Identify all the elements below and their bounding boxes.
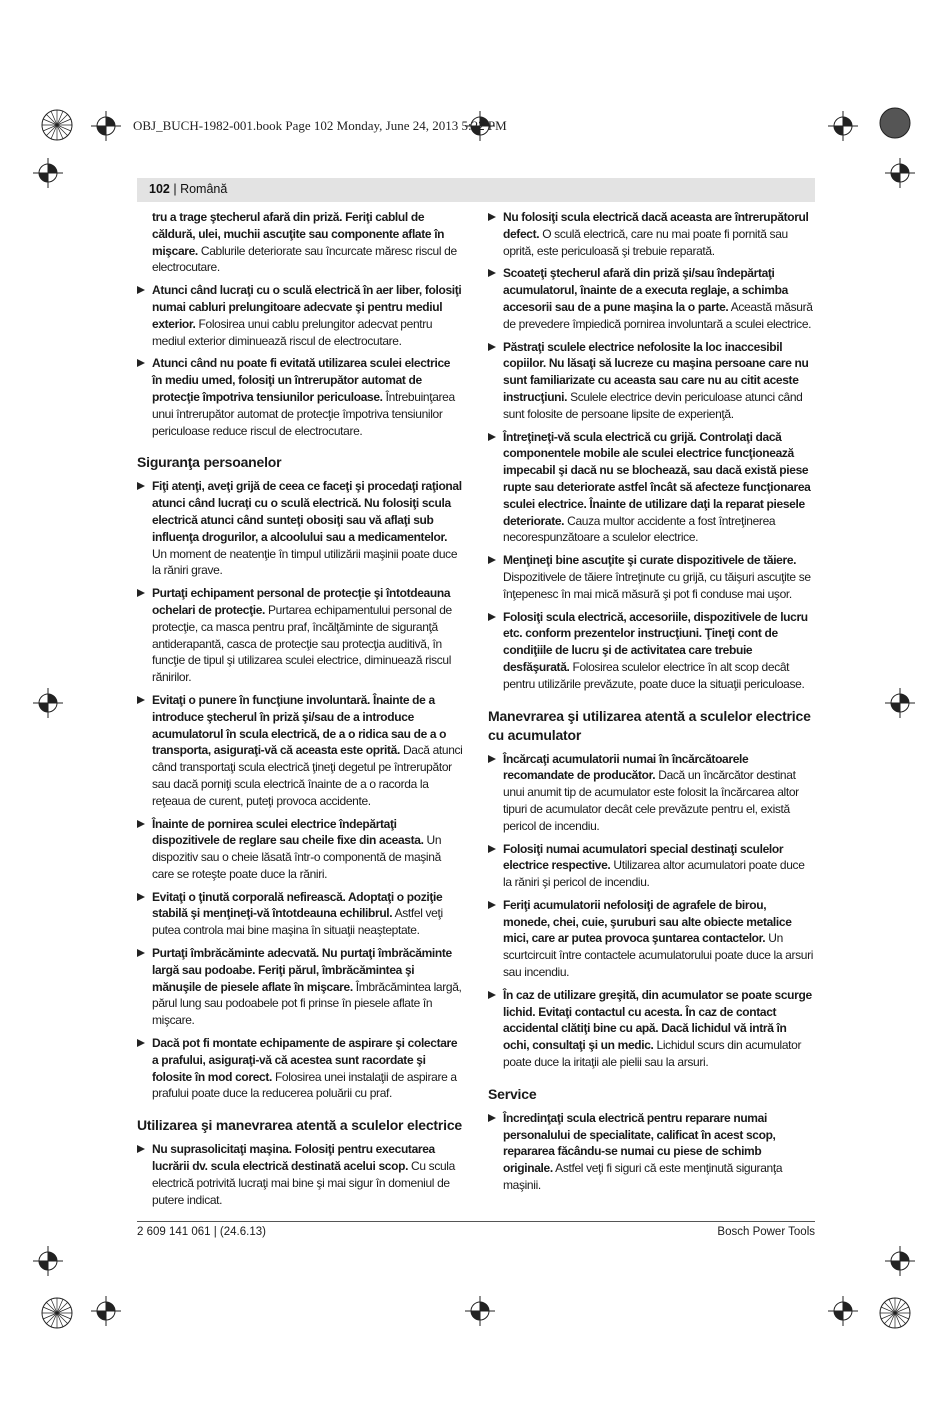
bullet-triangle-icon bbox=[488, 213, 496, 221]
crosshair-mark-icon bbox=[885, 688, 915, 718]
item-text: Un dispozitiv sau o cheie lăsată într-o componentă de maşină care se roteşte poate duce la răniri. bbox=[152, 833, 442, 881]
bullet-triangle-icon bbox=[137, 949, 145, 957]
registration-mark-icon bbox=[40, 108, 74, 142]
item-bold: Încărcaţi acumulatorii numai în încărcătoarele recomandate de producător. bbox=[503, 751, 749, 783]
item-text: Un scurtcircuit între contactele acumulatorului poate duce la arsuri sau incendiu. bbox=[503, 931, 814, 980]
item-text: Îmbrăcămintea largă, părul lung sau podoabele pot fi prinse în piesele aflate în mişcare. bbox=[152, 979, 462, 1028]
item-text: Purtarea echipamentului personal de protecţie, ca masca pentru praf, încălţăminte de siguranţă antiderapantă, casca de protecţie sau protecţia auditivă, în funcţie de tipul şi utilizarea sculei electrice, diminuează riscul rănirilor. bbox=[152, 602, 452, 685]
item-bold: Fiţi atenţi, aveţi grijă de ceea ce faceţi şi procedaţi raţional atunci când lucraţi cu o sculă electrică. Nu folosiţi scula electrică atunci când sunteţi obosiţi sau vă aflaţi sub influenţa drogurilor, a alcoolului sau a medicamentelor. bbox=[152, 479, 462, 544]
header-separator: | bbox=[169, 182, 181, 196]
footer-brand: Bosch Power Tools bbox=[717, 1226, 815, 1238]
footer-divider bbox=[137, 1221, 815, 1222]
list-item bbox=[488, 339, 814, 423]
crosshair-mark-icon bbox=[33, 158, 63, 188]
item-bold: Întreţineţi-vă scula electrică cu grijă. Controlaţi dacă componentele mobile ale sculei electrice funcţionează impecabil şi dacă nu se blochează, sau dacă există piese rupte sau deteriorate astfel încât să afecteze funcţionarea sculei electrice. Înainte de utilizare daţi la reparat piesele deteriorate. bbox=[503, 429, 811, 528]
footer-document-number: 2 609 141 061 | (24.6.13) bbox=[137, 1226, 266, 1238]
item-bold: Evitaţi o punere în funcţiune involuntară. Înainte de a introduce ştecherul în priză şi/sau de a introduce acumulatorul în scula electrică, de a o ridica sau de a o transporta, asiguraţi-vă că aceasta este oprită. bbox=[152, 692, 447, 758]
item-text: Utilizarea altor acumulatori poate duce la răniri şi pericol de incendiu. bbox=[503, 858, 805, 890]
bullet-triangle-icon bbox=[488, 755, 496, 763]
list-item bbox=[137, 889, 463, 939]
list-item bbox=[488, 552, 814, 602]
section-heading: Service bbox=[488, 1085, 537, 1102]
item-text: Dacă un încărcător destinat unui anumit tip de acumulator este folosit la încărcarea altor tipuri de acumulator decât cele prevăzute pentru el, există pericol de incendiu. bbox=[503, 768, 799, 833]
item-text: O sculă electrică, care nu mai poate fi pornită sau oprită, este periculoasă şi trebuie reparată. bbox=[503, 226, 788, 258]
bullet-triangle-icon bbox=[137, 1039, 145, 1047]
item-text: Întrebuinţarea unui întrerupător automat de protecţie împotriva tensiunilor periculoase reduce riscul de electrocutare. bbox=[152, 389, 455, 438]
list-item bbox=[137, 282, 463, 349]
crosshair-mark-icon bbox=[33, 688, 63, 718]
item-bold: Atunci când nu poate fi evitată utilizarea sculei electrice în mediu umed, folosiţi un întrerupător automat de protecţie împotriva tensiunilor periculoase. bbox=[152, 356, 451, 404]
bullet-triangle-icon bbox=[488, 1114, 496, 1122]
list-item bbox=[137, 945, 463, 1029]
page-number: 102 bbox=[149, 182, 170, 196]
item-text: Folosirea unui cablu prelungitor adecvat pentru mediul exterior diminuează riscul de electrocutare. bbox=[152, 316, 433, 348]
item-text: Sculele electrice devin periculoase atunci când sunt folosite de persoane lipsite de experienţă. bbox=[503, 389, 803, 421]
list-item bbox=[137, 816, 463, 883]
page-header bbox=[149, 182, 227, 196]
bullet-triangle-icon bbox=[488, 845, 496, 853]
crosshair-mark-icon bbox=[91, 1296, 121, 1326]
item-text: Un moment de neatenţie în timpul utilizării maşinii poate duce la răniri grave. bbox=[152, 546, 458, 578]
crosshair-mark-icon bbox=[33, 1246, 63, 1276]
list-item bbox=[137, 478, 463, 579]
bullet-triangle-icon bbox=[488, 433, 496, 441]
item-bold: Scoateţi ştecherul afară din priză şi/sau îndepărtaţi acumulatorul, înainte de a executa reglaje, a schimba accesorii sau de a pune maşina la o parte. bbox=[503, 266, 788, 314]
list-item bbox=[488, 987, 814, 1071]
left-column bbox=[137, 209, 463, 1214]
item-bold: Folosiţi scula electrică, accesoriile, dispozitivele de lucru etc. conform prezentelor instrucţiuni. Ţineţi cont de condiţiile de lucru şi de activitatea care trebuie desfăşurată. bbox=[503, 609, 808, 674]
item-bold: Nu suprasolicitaţi maşina. Folosiţi pentru executarea lucrării dv. scula electrică destinată acelui scop. bbox=[152, 1142, 435, 1174]
item-text: Cablurile deteriorate sau încurcate măresc riscul de electrocutare. bbox=[152, 243, 457, 275]
item-text: Astfel veţi fi siguri că este menţinută siguranţa maşinii. bbox=[503, 1161, 783, 1193]
item-text: Lichidul scurs din acumulator poate duce la iritaţii ale pielii sau la arsuri. bbox=[503, 1038, 802, 1070]
right-column bbox=[488, 209, 814, 1200]
bullet-triangle-icon bbox=[488, 901, 496, 909]
bullet-triangle-icon bbox=[488, 556, 496, 564]
bullet-triangle-icon bbox=[488, 269, 496, 277]
list-item bbox=[137, 209, 463, 276]
list-item bbox=[137, 692, 463, 810]
section-heading: Manevrarea şi utilizarea atentă a sculelor electrice cu acumulator bbox=[488, 707, 811, 743]
registration-mark-icon bbox=[878, 1296, 912, 1330]
item-bold: Atunci când lucraţi cu o sculă electrică în aer liber, folosiţi numai cabluri prelungitoare adecvate şi pentru mediul exterior. bbox=[152, 283, 462, 331]
bullet-triangle-icon bbox=[137, 820, 145, 828]
list-item bbox=[137, 355, 463, 439]
item-bold: tru a trage ştecherul afară din priză. Feriţi cablul de căldură, ulei, muchii ascuţite sau componente aflate în mişcare. bbox=[152, 210, 445, 258]
item-bold: În caz de utilizare greşită, din acumulator se poate scurge lichid. Evitaţi contactul cu acesta. În caz de contact accidental clătiţi bine cu apă. Dacă lichidul vă intră în ochi, consultaţi şi un medic. bbox=[503, 987, 812, 1053]
page-header-bar bbox=[137, 178, 815, 202]
item-bold: Dacă pot fi montate echipamente de aspirare şi colectare a prafului, asiguraţi-vă că acestea sunt racordate şi folosite în mod corect. bbox=[152, 1036, 458, 1084]
list-item bbox=[488, 429, 814, 547]
item-bold: Purtaţi echipament personal de protecţie şi întotdeauna ochelari de protecţie. bbox=[152, 586, 451, 617]
crosshair-mark-icon bbox=[828, 1296, 858, 1326]
item-bold: Menţineţi bine ascuţite şi curate dispozitivele de tăiere. bbox=[503, 553, 797, 568]
crosshair-mark-icon bbox=[828, 111, 858, 141]
crosshair-mark-icon bbox=[885, 158, 915, 188]
item-text: Astfel veţi putea controla mai bine maşina în situaţii neaşteptate. bbox=[152, 906, 443, 938]
item-text: Dispozitivele de tăiere întreţinute cu grijă, cu tăişuri ascuţite se înţepenesc în mai mică măsură şi pot fi conduse mai uşor. bbox=[503, 569, 811, 601]
item-bold: Păstraţi sculele electrice nefolosite la loc inaccesibil copiilor. Nu lăsaţi să lucreze cu maşina persoane care nu sunt familiarizate cu aceasta sau care nu au citit aceste instrucţiuni. bbox=[503, 339, 809, 404]
item-bold: Nu folosiţi scula electrică dacă aceasta are întrerupătorul defect. bbox=[503, 210, 809, 241]
list-item bbox=[488, 1110, 814, 1194]
item-text: Cu scula electrică potrivită lucraţi mai bine şi mai sigur în domeniul de putere indicat. bbox=[152, 1159, 455, 1207]
registration-mark-icon bbox=[40, 1296, 74, 1330]
crosshair-mark-icon bbox=[91, 111, 121, 141]
list-item bbox=[137, 1141, 463, 1208]
item-bold: Înainte de pornirea sculei electrice îndepărtaţi dispozitivele de reglare sau cheile fixe din aceasta. bbox=[152, 816, 424, 848]
list-item bbox=[488, 897, 814, 981]
bullet-triangle-icon bbox=[137, 893, 145, 901]
item-bold: Purtaţi îmbrăcăminte adecvată. Nu purtaţi îmbrăcăminte largă sau podoabe. Feriţi părul, îmbrăcămintea şi mănuşile de piesele aflate în mişcare. bbox=[152, 946, 452, 994]
list-item bbox=[488, 265, 814, 332]
gray-registration-circle-icon bbox=[878, 106, 912, 140]
bullet-triangle-icon bbox=[488, 991, 496, 999]
bullet-triangle-icon bbox=[488, 613, 496, 621]
bullet-triangle-icon bbox=[137, 482, 145, 490]
bullet-triangle-icon bbox=[137, 696, 145, 704]
bullet-triangle-icon bbox=[137, 359, 145, 367]
list-item bbox=[488, 841, 814, 891]
item-bold: Folosiţi numai acumulatori special destinaţi sculelor electrice respective. bbox=[503, 841, 784, 873]
list-item bbox=[137, 585, 463, 686]
list-item bbox=[488, 209, 814, 259]
section-heading: Utilizarea şi manevrarea atentă a sculelor electrice bbox=[137, 1117, 463, 1134]
book-header: OBJ_BUCH-1982-001.book Page 102 Monday, June 24, 2013 5:22 PM bbox=[133, 118, 507, 133]
crosshair-mark-icon bbox=[885, 1246, 915, 1276]
bullet-triangle-icon bbox=[137, 589, 145, 597]
section-heading: Siguranţa persoanelor bbox=[137, 454, 282, 471]
item-text: Cauza multor accidente a fost întreţinerea necorespunzătoare a sculelor electrice. bbox=[503, 513, 776, 545]
bullet-triangle-icon bbox=[137, 1145, 145, 1153]
bullet-triangle-icon bbox=[137, 286, 145, 294]
crosshair-mark-icon bbox=[465, 1296, 495, 1326]
language-label: Română bbox=[180, 182, 228, 196]
bullet-triangle-icon bbox=[488, 343, 496, 351]
item-bold: Feriţi acumulatorii nefolosiţi de agrafele de birou, monede, chei, cuie, şuruburi sau alte obiecte metalice mici, care ar putea provoca şuntarea contactelor. bbox=[503, 897, 792, 946]
item-text: Dacă atunci când transportaţi scula electrică ţineţi degetul pe întrerupător sau dacă porniţi scula electrică înainte de a o racorda la reţeaua de curent, puteţi provoca accidente. bbox=[152, 743, 463, 808]
item-bold: Evitaţi o ţinută corporală nefirească. Adoptaţi o poziţie stabilă şi menţineţi-vă întotdeauna echilibrul. bbox=[152, 889, 443, 921]
list-item bbox=[488, 751, 814, 835]
list-item bbox=[488, 609, 814, 693]
item-text: Această măsură de prevedere împiedică pornirea involuntară a sculei electrice. bbox=[503, 299, 813, 331]
list-item bbox=[137, 1035, 463, 1102]
item-bold: Încredinţaţi scula electrică pentru reparare numai personalului de specialitate, calificat în acest scop, reparareа făcându-se numai cu piese de schimb originale. bbox=[503, 1110, 776, 1176]
item-text: Folosirea sculelor electrice în alt scop decât pentru utilizările prevăzute, poate duce la situaţii periculoase. bbox=[503, 659, 805, 691]
item-text: Folosirea unei instalaţii de aspirare a prafului poate duce la reducerea poluării cu praf. bbox=[152, 1069, 457, 1101]
